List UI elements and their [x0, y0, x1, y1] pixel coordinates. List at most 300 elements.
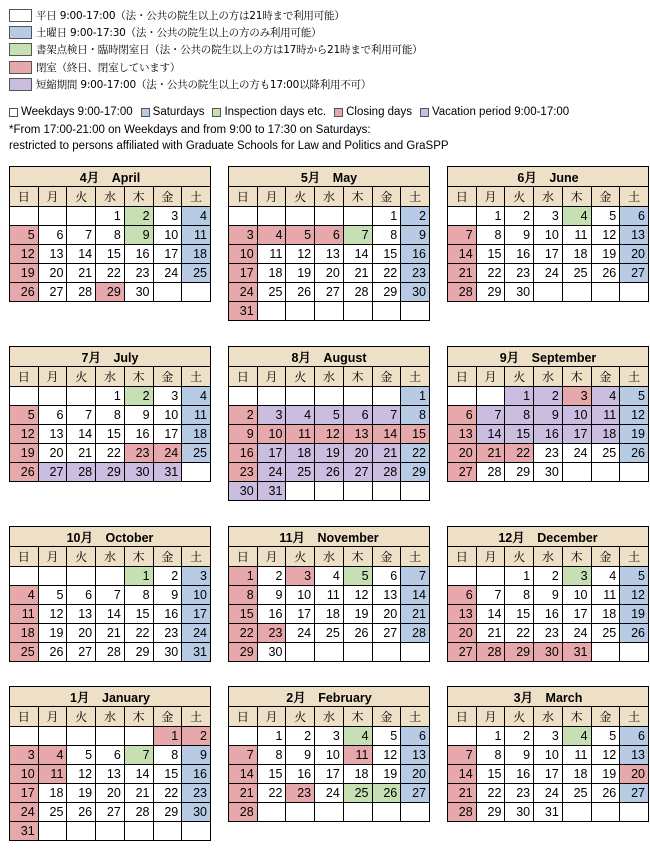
weekday-header: 金 — [591, 187, 620, 207]
empty-cell — [534, 283, 563, 302]
weekday-header: 月 — [257, 707, 286, 727]
day-cell: 17 — [315, 765, 344, 784]
day-cell: 28 — [343, 283, 372, 302]
day-cell: 9 — [124, 406, 153, 425]
empty-cell — [343, 643, 372, 662]
day-cell: 5 — [591, 207, 620, 226]
day-cell: 18 — [591, 605, 620, 624]
weekday-header: 金 — [372, 187, 401, 207]
month-calendar — [9, 686, 211, 841]
weekday-header: 日 — [448, 707, 477, 727]
empty-cell — [286, 207, 315, 226]
month-calendar — [228, 686, 430, 822]
weekday-header: 日 — [229, 707, 258, 727]
empty-cell — [620, 463, 649, 482]
empty-cell — [67, 727, 96, 746]
legend-text: 書架点検日・臨時閉室日（法・公共の院生以上の方は17時から21時まで利用可能） — [36, 44, 423, 57]
day-cell: 28 — [476, 643, 505, 662]
month-title: 12月 December — [448, 527, 649, 547]
day-cell: 21 — [476, 624, 505, 643]
day-cell: 24 — [534, 784, 563, 803]
legend-en-swatch — [212, 108, 221, 117]
day-cell: 12 — [315, 425, 344, 444]
day-cell: 30 — [401, 283, 430, 302]
weekday-header: 月 — [38, 367, 67, 387]
day-cell: 7 — [476, 586, 505, 605]
day-cell: 10 — [286, 586, 315, 605]
day-cell: 19 — [343, 605, 372, 624]
weekday-header: 木 — [124, 547, 153, 567]
day-cell: 23 — [401, 264, 430, 283]
day-cell: 14 — [401, 586, 430, 605]
day-cell: 6 — [372, 567, 401, 586]
day-cell: 13 — [372, 586, 401, 605]
weekday-header: 金 — [591, 367, 620, 387]
legend-en-text: Saturdays — [152, 106, 205, 118]
day-cell: 5 — [620, 387, 649, 406]
day-cell: 20 — [620, 765, 649, 784]
day-cell: 27 — [38, 463, 67, 482]
day-cell: 23 — [124, 444, 153, 463]
weekday-header: 土 — [182, 707, 211, 727]
day-cell: 1 — [96, 207, 125, 226]
day-cell: 3 — [286, 567, 315, 586]
weekday-header: 土 — [620, 187, 649, 207]
legend-en-item — [420, 106, 569, 118]
day-cell: 4 — [315, 567, 344, 586]
weekday-header: 月 — [38, 187, 67, 207]
note-line-2: restricted to persons affiliated with Graduate Schools for Law and Politics and GraSPP — [9, 140, 449, 152]
day-cell: 9 — [229, 425, 258, 444]
day-cell: 6 — [620, 207, 649, 226]
day-cell: 5 — [591, 727, 620, 746]
month-calendar — [447, 166, 649, 302]
month-title: 11月 November — [229, 527, 430, 547]
day-cell: 8 — [96, 226, 125, 245]
day-cell: 12 — [372, 746, 401, 765]
day-cell: 22 — [229, 624, 258, 643]
legend-en — [9, 106, 577, 118]
week-row — [229, 264, 430, 283]
weekday-header: 土 — [182, 367, 211, 387]
weekday-header: 土 — [401, 547, 430, 567]
weekday-header: 火 — [505, 187, 534, 207]
empty-cell — [372, 643, 401, 662]
weekday-header: 木 — [562, 707, 591, 727]
day-cell: 27 — [620, 264, 649, 283]
day-cell: 6 — [343, 406, 372, 425]
weekday-header: 日 — [229, 547, 258, 567]
day-cell: 27 — [448, 643, 477, 662]
week-row — [10, 765, 211, 784]
empty-cell — [257, 803, 286, 822]
empty-cell — [96, 727, 125, 746]
day-cell: 17 — [534, 765, 563, 784]
day-cell: 20 — [343, 444, 372, 463]
day-cell: 1 — [372, 207, 401, 226]
day-cell: 24 — [257, 463, 286, 482]
day-cell: 16 — [229, 444, 258, 463]
day-cell: 10 — [257, 425, 286, 444]
day-cell: 27 — [401, 784, 430, 803]
day-cell: 7 — [67, 406, 96, 425]
day-cell: 8 — [476, 226, 505, 245]
day-cell: 3 — [182, 567, 211, 586]
week-row — [10, 387, 211, 406]
empty-cell — [562, 803, 591, 822]
day-cell: 30 — [534, 643, 563, 662]
day-cell: 2 — [153, 567, 182, 586]
weekday-header: 月 — [257, 547, 286, 567]
empty-cell — [96, 822, 125, 841]
day-cell: 10 — [534, 226, 563, 245]
day-cell: 12 — [286, 245, 315, 264]
empty-cell — [229, 387, 258, 406]
day-cell: 22 — [153, 784, 182, 803]
day-cell: 12 — [38, 605, 67, 624]
legend-text: 土曜日 9:00-17:30（法・公共の院生以上の方のみ利用可能） — [36, 27, 322, 40]
month-calendar — [228, 166, 430, 321]
week-row — [448, 567, 649, 586]
day-cell: 29 — [153, 803, 182, 822]
day-cell: 26 — [620, 444, 649, 463]
empty-cell — [448, 387, 477, 406]
day-cell: 27 — [96, 803, 125, 822]
legend-en-text: Weekdays 9:00-17:00 — [21, 106, 133, 118]
day-cell: 23 — [257, 624, 286, 643]
day-cell: 15 — [401, 425, 430, 444]
empty-cell — [315, 643, 344, 662]
weekday-header: 木 — [343, 187, 372, 207]
day-cell: 21 — [448, 784, 477, 803]
week-row — [10, 425, 211, 444]
week-row — [10, 207, 211, 226]
empty-cell — [401, 643, 430, 662]
day-cell: 3 — [562, 567, 591, 586]
day-cell: 22 — [476, 264, 505, 283]
weekday-header: 日 — [229, 367, 258, 387]
day-cell: 24 — [10, 803, 39, 822]
week-row — [448, 387, 649, 406]
day-cell: 9 — [401, 226, 430, 245]
week-row — [448, 283, 649, 302]
day-cell: 28 — [476, 463, 505, 482]
empty-cell — [286, 302, 315, 321]
day-cell: 1 — [401, 387, 430, 406]
day-cell: 1 — [257, 727, 286, 746]
week-row — [229, 425, 430, 444]
week-row — [229, 727, 430, 746]
day-cell: 17 — [562, 425, 591, 444]
day-cell: 2 — [229, 406, 258, 425]
day-cell: 30 — [124, 283, 153, 302]
day-cell: 13 — [448, 605, 477, 624]
day-cell: 26 — [591, 264, 620, 283]
day-cell: 16 — [286, 765, 315, 784]
weekday-header: 水 — [96, 187, 125, 207]
day-cell: 29 — [124, 643, 153, 662]
empty-cell — [401, 803, 430, 822]
week-row — [10, 264, 211, 283]
empty-cell — [38, 727, 67, 746]
day-cell: 25 — [182, 444, 211, 463]
day-cell: 26 — [620, 624, 649, 643]
day-cell: 28 — [124, 803, 153, 822]
day-cell: 16 — [182, 765, 211, 784]
day-cell: 7 — [229, 746, 258, 765]
day-cell: 29 — [476, 283, 505, 302]
weekday-header: 木 — [343, 367, 372, 387]
day-cell: 2 — [286, 727, 315, 746]
empty-cell — [124, 822, 153, 841]
day-cell: 15 — [505, 605, 534, 624]
legend-en-item — [141, 106, 205, 118]
day-cell: 6 — [448, 406, 477, 425]
week-row — [10, 283, 211, 302]
day-cell: 30 — [229, 482, 258, 501]
day-cell: 11 — [38, 765, 67, 784]
day-cell: 1 — [476, 207, 505, 226]
empty-cell — [286, 643, 315, 662]
day-cell: 14 — [476, 425, 505, 444]
day-cell: 2 — [124, 207, 153, 226]
weekday-header: 火 — [67, 187, 96, 207]
day-cell: 29 — [476, 803, 505, 822]
day-cell: 9 — [124, 226, 153, 245]
empty-cell — [620, 643, 649, 662]
week-row — [448, 643, 649, 662]
week-row — [229, 444, 430, 463]
day-cell: 19 — [620, 605, 649, 624]
day-cell: 13 — [620, 746, 649, 765]
month-title: 7月 July — [10, 347, 211, 367]
day-cell: 27 — [372, 624, 401, 643]
day-cell: 26 — [591, 784, 620, 803]
day-cell: 7 — [67, 226, 96, 245]
day-cell: 28 — [67, 463, 96, 482]
day-cell: 13 — [343, 425, 372, 444]
day-cell: 2 — [534, 387, 563, 406]
day-cell: 31 — [10, 822, 39, 841]
day-cell: 10 — [10, 765, 39, 784]
week-row — [10, 822, 211, 841]
day-cell: 31 — [229, 302, 258, 321]
day-cell: 17 — [534, 245, 563, 264]
week-row — [448, 207, 649, 226]
day-cell: 7 — [476, 406, 505, 425]
day-cell: 18 — [591, 425, 620, 444]
weekday-header: 金 — [591, 547, 620, 567]
empty-cell — [182, 822, 211, 841]
week-row — [229, 784, 430, 803]
day-cell: 3 — [315, 727, 344, 746]
day-cell: 6 — [96, 746, 125, 765]
day-cell: 20 — [401, 765, 430, 784]
day-cell: 12 — [591, 746, 620, 765]
legend-en-item — [9, 106, 133, 118]
day-cell: 21 — [96, 624, 125, 643]
day-cell: 19 — [620, 425, 649, 444]
day-cell: 2 — [505, 727, 534, 746]
day-cell: 16 — [124, 425, 153, 444]
day-cell: 24 — [562, 444, 591, 463]
day-cell: 14 — [67, 425, 96, 444]
day-cell: 6 — [620, 727, 649, 746]
day-cell: 9 — [153, 586, 182, 605]
empty-cell — [38, 387, 67, 406]
day-cell: 28 — [448, 803, 477, 822]
week-row — [229, 586, 430, 605]
day-cell: 17 — [153, 425, 182, 444]
day-cell: 31 — [182, 643, 211, 662]
day-cell: 28 — [96, 643, 125, 662]
weekday-header: 月 — [476, 707, 505, 727]
day-cell: 11 — [286, 425, 315, 444]
day-cell: 19 — [67, 784, 96, 803]
weekday-header: 月 — [257, 187, 286, 207]
empty-cell — [620, 803, 649, 822]
empty-cell — [448, 727, 477, 746]
day-cell: 25 — [182, 264, 211, 283]
day-cell: 18 — [562, 245, 591, 264]
day-cell: 12 — [10, 245, 39, 264]
week-row — [10, 226, 211, 245]
day-cell: 3 — [534, 727, 563, 746]
day-cell: 8 — [505, 586, 534, 605]
day-cell: 15 — [505, 425, 534, 444]
day-cell: 5 — [620, 567, 649, 586]
day-cell: 11 — [182, 406, 211, 425]
day-cell: 27 — [448, 463, 477, 482]
day-cell: 9 — [534, 406, 563, 425]
weekday-header: 金 — [372, 367, 401, 387]
empty-cell — [38, 567, 67, 586]
weekday-header: 水 — [96, 367, 125, 387]
note-line-1: *From 17:00-21:00 on Weekdays and from 9:00 to 17:30 on Saturdays: — [9, 124, 371, 136]
weekday-header: 金 — [372, 707, 401, 727]
empty-cell — [182, 463, 211, 482]
day-cell: 12 — [620, 406, 649, 425]
day-cell: 1 — [505, 387, 534, 406]
week-row — [229, 624, 430, 643]
day-cell: 23 — [505, 264, 534, 283]
legend-en-swatch — [334, 108, 343, 117]
day-cell: 5 — [372, 727, 401, 746]
day-cell: 26 — [10, 283, 39, 302]
day-cell: 11 — [343, 746, 372, 765]
weekday-header: 日 — [229, 187, 258, 207]
day-cell: 22 — [96, 264, 125, 283]
day-cell: 20 — [448, 624, 477, 643]
day-cell: 8 — [229, 586, 258, 605]
month-title: 6月 June — [448, 167, 649, 187]
day-cell: 21 — [67, 444, 96, 463]
day-cell: 19 — [38, 624, 67, 643]
weekday-header: 火 — [286, 707, 315, 727]
day-cell: 25 — [591, 444, 620, 463]
day-cell: 25 — [343, 784, 372, 803]
month-calendar — [9, 166, 211, 302]
week-row — [229, 245, 430, 264]
day-cell: 15 — [257, 765, 286, 784]
day-cell: 20 — [315, 264, 344, 283]
legend-en-item — [212, 106, 326, 118]
day-cell: 25 — [562, 784, 591, 803]
day-cell: 21 — [229, 784, 258, 803]
week-row — [10, 624, 211, 643]
day-cell: 3 — [10, 746, 39, 765]
day-cell: 19 — [10, 444, 39, 463]
day-cell: 15 — [96, 245, 125, 264]
month-title: 8月 August — [229, 347, 430, 367]
day-cell: 16 — [124, 245, 153, 264]
legend-en-text: Inspection days etc. — [224, 106, 327, 118]
day-cell: 22 — [96, 444, 125, 463]
day-cell: 13 — [38, 245, 67, 264]
day-cell: 24 — [182, 624, 211, 643]
weekday-header: 木 — [343, 707, 372, 727]
day-cell: 25 — [591, 624, 620, 643]
weekday-header: 金 — [591, 707, 620, 727]
legend-row — [9, 7, 422, 24]
day-cell: 2 — [401, 207, 430, 226]
empty-cell — [229, 727, 258, 746]
empty-cell — [401, 482, 430, 501]
day-cell: 10 — [182, 586, 211, 605]
day-cell: 5 — [343, 567, 372, 586]
legend-jp — [9, 7, 422, 93]
day-cell: 31 — [153, 463, 182, 482]
day-cell: 8 — [257, 746, 286, 765]
week-row — [10, 784, 211, 803]
day-cell: 7 — [96, 586, 125, 605]
day-cell: 9 — [505, 226, 534, 245]
month-calendar — [447, 526, 649, 662]
day-cell: 21 — [124, 784, 153, 803]
month-calendar — [228, 346, 430, 501]
day-cell: 9 — [182, 746, 211, 765]
empty-cell — [67, 207, 96, 226]
week-row — [10, 406, 211, 425]
day-cell: 7 — [448, 746, 477, 765]
legend-row — [9, 41, 422, 58]
day-cell: 15 — [476, 765, 505, 784]
day-cell: 16 — [153, 605, 182, 624]
weekday-header: 土 — [401, 187, 430, 207]
empty-cell — [153, 283, 182, 302]
day-cell: 23 — [229, 463, 258, 482]
day-cell: 3 — [153, 387, 182, 406]
day-cell: 5 — [38, 586, 67, 605]
weekday-header: 火 — [286, 367, 315, 387]
day-cell: 14 — [476, 605, 505, 624]
day-cell: 4 — [38, 746, 67, 765]
empty-cell — [372, 482, 401, 501]
week-row — [448, 803, 649, 822]
day-cell: 21 — [448, 264, 477, 283]
empty-cell — [124, 727, 153, 746]
weekday-header: 月 — [476, 187, 505, 207]
day-cell: 5 — [67, 746, 96, 765]
month-title: 9月 September — [448, 347, 649, 367]
day-cell: 16 — [534, 605, 563, 624]
day-cell: 11 — [315, 586, 344, 605]
weekday-header: 木 — [343, 547, 372, 567]
legend-en-text: Closing days — [346, 106, 412, 118]
day-cell: 23 — [505, 784, 534, 803]
day-cell: 26 — [67, 803, 96, 822]
day-cell: 28 — [448, 283, 477, 302]
